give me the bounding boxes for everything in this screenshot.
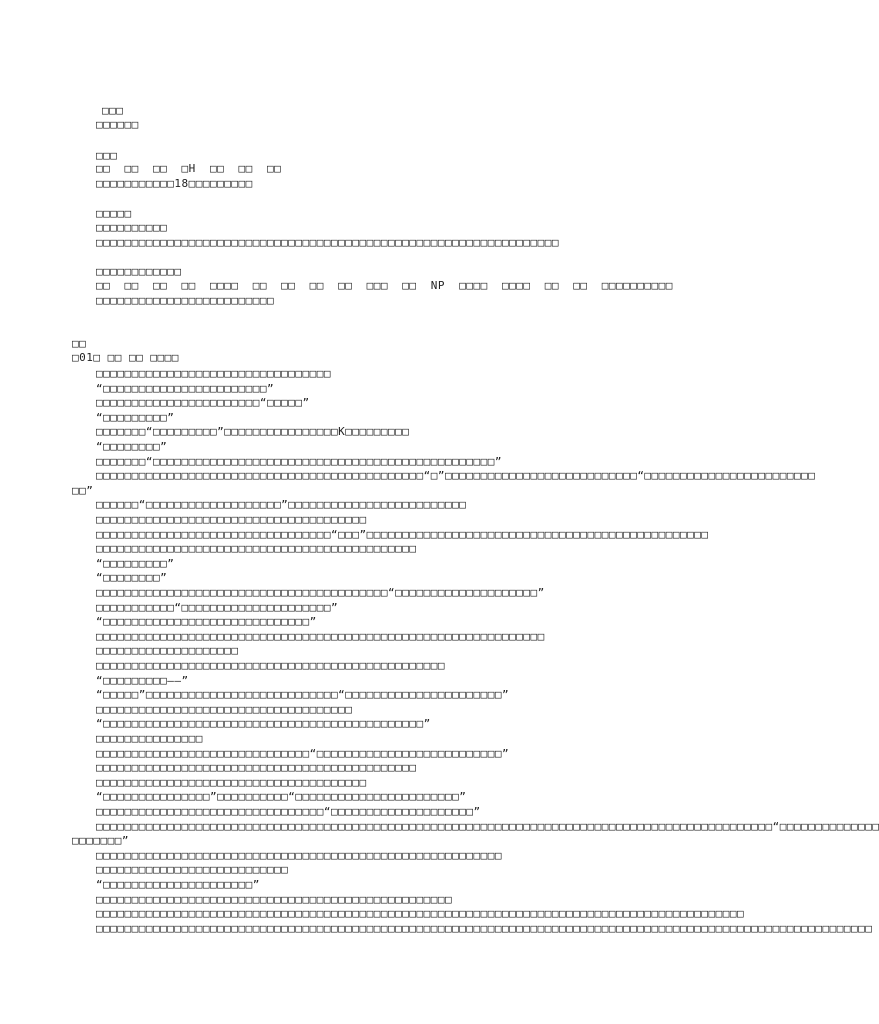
doc-heading-top: □□□	[102, 104, 124, 117]
body-line: “□□□□□□□□□□□□□□□□□□□□□”	[96, 878, 260, 891]
body-line: □□□□□□□□□□□□□□□□□□□□□□□□□□□□□□□□□□□□□□□□□□□□□□□□□□	[96, 893, 453, 906]
body-line: □□□□□□□□□□□□□□□□□□□□□□□□□□□□□□□□□□□□□□□□□□□□□□“□”□□□□□□□□□□□□□□□□□□□□□□□□□□□“□□□□□□□□□□□□□□□□□□□□□□□□	[96, 469, 816, 482]
body-line: □□□□□□□□□□□□□□□□□□□□□□□□□□□□□□□□□□□□□□□□□□□□□□□□□□□□□□□□□□□□□□□□□□□□□□□□□□□□□□□□□□□□□□□□□□□□□□□□□□□□□□□□□□□□□	[96, 922, 873, 935]
body-line: □□□□□□□□□□□□□□□□□□□□□□□□□□□□□□□□□	[96, 367, 332, 380]
body-line: □□□□□□□□□□□“□□□□□□□□□□□□□□□□□□□□□”	[96, 601, 339, 614]
body-line: “□□□□□□□□□”	[96, 411, 175, 424]
body-line: □□□□□□□□□□□□□□□□□□□□□□□□□□□□□□□□□□□□□□□□□“□□□□□□□□□□□□□□□□□□□□”	[96, 586, 545, 599]
body-line: “□□□□□□□□”	[96, 440, 168, 453]
meta-group-1-title: □□□	[96, 149, 118, 162]
body-line: □□□□□□□□□□□□□□□□□□□□□□□□□□□□□□□□□□□□□□□□□□□□□□□□□□□□□□□□□□□□□□□□□□□□□□□□□□□□□□□□□□□□□□□□□□□□□□□“□□□□□□□□□□□□□□	[96, 820, 879, 833]
body-line: □□□□□□□□□□□□□□□□□□□□□□□□□□□□□□□□□□□□□□	[96, 776, 367, 789]
body-line: “□□□□□”□□□□□□□□□□□□□□□□□□□□□□□□□□□“□□□□□□□□□□□□□□□□□□□□□□”	[96, 688, 510, 701]
meta-group-1-line: □□ □□ □□ □H □□ □□ □□	[96, 162, 282, 175]
meta-group-1-detail: □□□□□□□□□□□18□□□□□□□□□	[96, 177, 253, 190]
body-line: □□□□□□□□□□□□□□□□□□□□□□□□□□□□□□□□□□□□□□□□□□□□□□□□□□□□□□□□□	[96, 849, 502, 862]
meta-group-3-line: □□ □□ □□ □□ □□□□ □□ □□ □□ □□ □□□ □□ NP □□□□ □□□□ □□ □□ □□□□□□□□□□	[96, 279, 673, 292]
body-line: □□”	[72, 484, 94, 497]
body-line: □□□□□□□□□□□□□□□□□□□□□□□□□□□□□□□□□□□□□□□□□□□□□	[96, 542, 417, 555]
meta-group-3-detail: □□□□□□□□□□□□□□□□□□□□□□□□□	[96, 294, 275, 307]
body-line: □□□□□□□“□□□□□□□□□□□□□□□□□□□□□□□□□□□□□□□□□□□□□□□□□□□□□□□□”	[96, 455, 502, 468]
body-line: “□□□□□□□□□——”	[96, 674, 189, 687]
body-line: □□□□□□□“□□□□□□□□□”□□□□□□□□□□□□□□□□K□□□□□□□□□	[96, 425, 410, 438]
body-line: □□□□□□□□□□□□□□□	[96, 732, 203, 745]
body-line: □□□□□□□□□□□□□□□□□□□□□□□□□□□□□□“□□□□□□□□□□□□□□□□□□□□□□□□□□”	[96, 747, 510, 760]
body-line: □□□□□□□□□□□□□□□□□□□□□□□□□□□□□□□□□□□□	[96, 703, 353, 716]
body-line: “□□□□□□□□□□□□□□□□□□□□□□□”	[96, 382, 275, 395]
body-line: □□□□□□□□□□□□□□□□□□□□□□□□□□□□□□□□□□□□□□□□□□□□□□□□□	[96, 659, 446, 672]
body-line: “□□□□□□□□□□□□□□□□□□□□□□□□□□□□□□□□□□□□□□□□□□□□□”	[96, 717, 431, 730]
meta-group-2-title: □□□□□	[96, 207, 132, 220]
body-line: “□□□□□□□□□”	[96, 557, 175, 570]
body-line: □□□□□□□□□□□□□□□□□□□□□□□□□□□□□□□□“□□□□□□□□□□□□□□□□□□□□”	[96, 805, 481, 818]
body-line: “□□□□□□□□□□□□□□□□□□□□□□□□□□□□□”	[96, 615, 317, 628]
meta-group-3-title: □□□□□□□□□□□□	[96, 265, 182, 278]
chapter-title: □01□ □□ □□ □□□□	[72, 351, 179, 364]
body-line: □□□□□□□□□□□□□□□□□□□□□□□□□□□□□□□□□□□□□□□□□□□□□□□□□□□□□□□□□□□□□□□	[96, 630, 545, 643]
body-line: □□□□□□□□□□□□□□□□□□□□□□□□□□□□□□□□□□□□□□□□□□□□□	[96, 761, 417, 774]
doc-heading-sub: □□□□□□	[96, 118, 139, 131]
body-line: □□□□□□□□□□□□□□□□□□□□□□□□□□□□□□□□□□□□□□□□□□□□□□□□□□□□□□□□□□□□□□□□□□□□□□□□□□□□□□□□□□□□□□□□□□□	[96, 907, 745, 920]
body-line: □□□□□□“□□□□□□□□□□□□□□□□□□□”□□□□□□□□□□□□□□□□□□□□□□□□□	[96, 498, 467, 511]
body-line: □□□□□□□”	[72, 834, 129, 847]
meta-group-2-line: □□□□□□□□□□	[96, 221, 168, 234]
body-line: “□□□□□□□□□□□□□□□”□□□□□□□□□□“□□□□□□□□□□□□□□□□□□□□□□□”	[96, 790, 467, 803]
body-line: □□□□□□□□□□□□□□□□□□□□□□□□□□□	[96, 863, 289, 876]
body-line: □□□□□□□□□□□□□□□□□□□□□□□□□□□□□□□□□“□□□”□□□□□□□□□□□□□□□□□□□□□□□□□□□□□□□□□□□□□□□□□□□□□□□□	[96, 528, 709, 541]
body-line: □□□□□□□□□□□□□□□□□□□□	[96, 644, 239, 657]
body-line: □□□□□□□□□□□□□□□□□□□□□□□“□□□□□”	[96, 396, 310, 409]
body-line: “□□□□□□□□”	[96, 571, 168, 584]
body-line: □□□□□□□□□□□□□□□□□□□□□□□□□□□□□□□□□□□□□□	[96, 513, 367, 526]
section-title: □□	[72, 337, 87, 350]
meta-group-2-detail: □□□□□□□□□□□□□□□□□□□□□□□□□□□□□□□□□□□□□□□□□□□□□□□□□□□□□□□□□□□□□□□□□	[96, 236, 559, 249]
